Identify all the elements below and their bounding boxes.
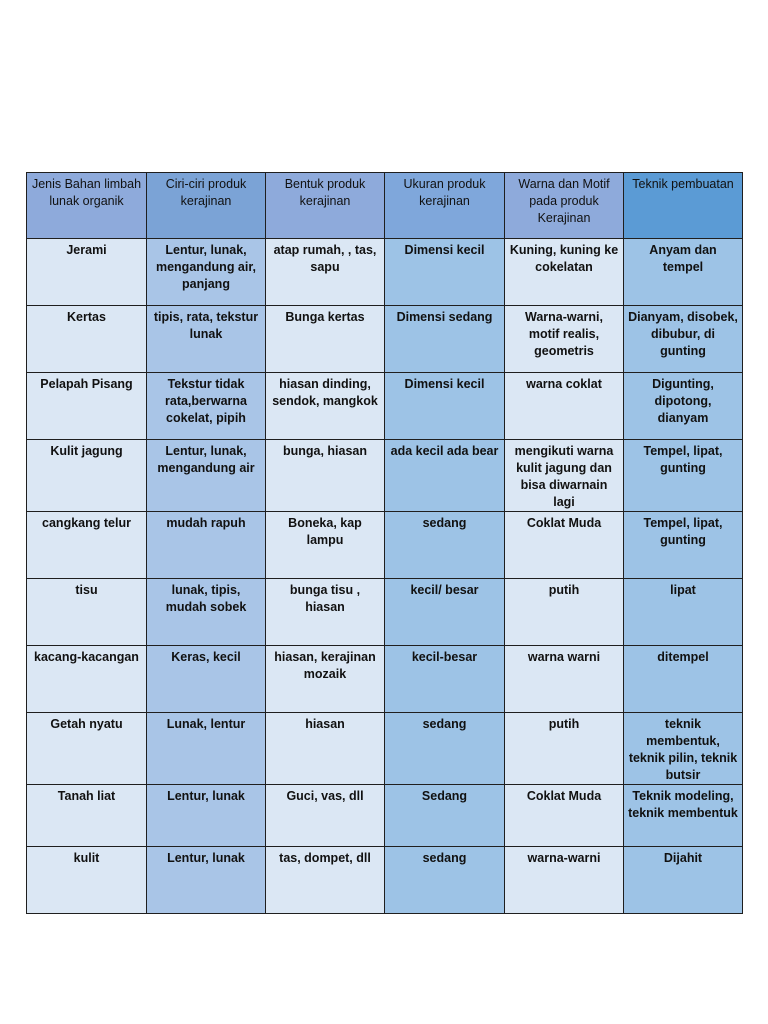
header-shape: Bentuk produk kerajinan [266,173,385,239]
cell-technique: Tempel, lipat, gunting [624,512,743,579]
cell-material: Tanah liat [27,785,147,847]
cell-technique: teknik membentuk, teknik pilin, teknik butsir [624,713,743,785]
header-row [27,173,743,239]
cell-material: Jerami [27,239,147,306]
cell-technique: Digunting, dipotong, dianyam [624,373,743,440]
cell-shape: Boneka, kap lampu [266,512,385,579]
cell-characteristics: Lentur, lunak, mengandung air [147,440,266,512]
cell-technique: Dianyam, disobek, dibubur, di gunting [624,306,743,373]
cell-material: kacang-kacangan [27,646,147,713]
table-row [27,373,743,440]
header-size: Ukuran produk kerajinan [385,173,505,239]
cell-technique: Anyam dan tempel [624,239,743,306]
cell-size: Dimensi sedang [385,306,505,373]
cell-size: kecil/ besar [385,579,505,646]
cell-characteristics: Lunak, lentur [147,713,266,785]
cell-characteristics: mudah rapuh [147,512,266,579]
table-row [27,239,743,306]
cell-color-motif: mengikuti warna kulit jagung dan bisa diwarnain lagi [505,440,624,512]
table-row [27,440,743,512]
cell-color-motif: warna coklat [505,373,624,440]
cell-characteristics: Keras, kecil [147,646,266,713]
table-row [27,579,743,646]
cell-color-motif: Warna-warni, motif realis, geometris [505,306,624,373]
table-row [27,785,743,847]
cell-size: Sedang [385,785,505,847]
table-row [27,847,743,914]
cell-size: sedang [385,847,505,914]
header-material: Jenis Bahan limbah lunak organik [27,173,147,239]
cell-color-motif: Coklat Muda [505,512,624,579]
cell-characteristics: Lentur, lunak, mengandung air, panjang [147,239,266,306]
cell-characteristics: Lentur, lunak [147,847,266,914]
cell-shape: Guci, vas, dll [266,785,385,847]
table-row [27,306,743,373]
cell-material: Pelapah Pisang [27,373,147,440]
header-color-motif: Warna dan Motif pada produk Kerajinan [505,173,624,239]
cell-technique: ditempel [624,646,743,713]
cell-characteristics: Lentur, lunak [147,785,266,847]
cell-size: sedang [385,512,505,579]
cell-shape: hiasan [266,713,385,785]
cell-material: Getah nyatu [27,713,147,785]
table-row [27,713,743,785]
cell-color-motif: Kuning, kuning ke cokelatan [505,239,624,306]
cell-size: kecil-besar [385,646,505,713]
cell-shape: hiasan dinding, sendok, mangkok [266,373,385,440]
cell-characteristics: lunak, tipis, mudah sobek [147,579,266,646]
cell-color-motif: Coklat Muda [505,785,624,847]
cell-material: kulit [27,847,147,914]
cell-shape: atap rumah, , tas, sapu [266,239,385,306]
cell-technique: Tempel, lipat, gunting [624,440,743,512]
crafts-table [26,172,743,914]
cell-color-motif: warna warni [505,646,624,713]
table-row [27,512,743,579]
cell-technique: Dijahit [624,847,743,914]
cell-shape: Bunga kertas [266,306,385,373]
cell-characteristics: tipis, rata, tekstur lunak [147,306,266,373]
cell-material: tisu [27,579,147,646]
cell-size: ada kecil ada bear [385,440,505,512]
cell-material: cangkang telur [27,512,147,579]
table-row [27,646,743,713]
cell-shape: tas, dompet, dll [266,847,385,914]
cell-technique: Teknik modeling, teknik membentuk [624,785,743,847]
cell-color-motif: putih [505,579,624,646]
cell-material: Kulit jagung [27,440,147,512]
header-characteristics: Ciri-ciri produk kerajinan [147,173,266,239]
cell-size: sedang [385,713,505,785]
cell-technique: lipat [624,579,743,646]
cell-color-motif: warna-warni [505,847,624,914]
header-technique: Teknik pembuatan [624,173,743,239]
cell-color-motif: putih [505,713,624,785]
cell-shape: bunga tisu , hiasan [266,579,385,646]
cell-material: Kertas [27,306,147,373]
cell-size: Dimensi kecil [385,239,505,306]
cell-shape: hiasan, kerajinan mozaik [266,646,385,713]
cell-shape: bunga, hiasan [266,440,385,512]
cell-characteristics: Tekstur tidak rata,berwarna cokelat, pipih [147,373,266,440]
cell-size: Dimensi kecil [385,373,505,440]
